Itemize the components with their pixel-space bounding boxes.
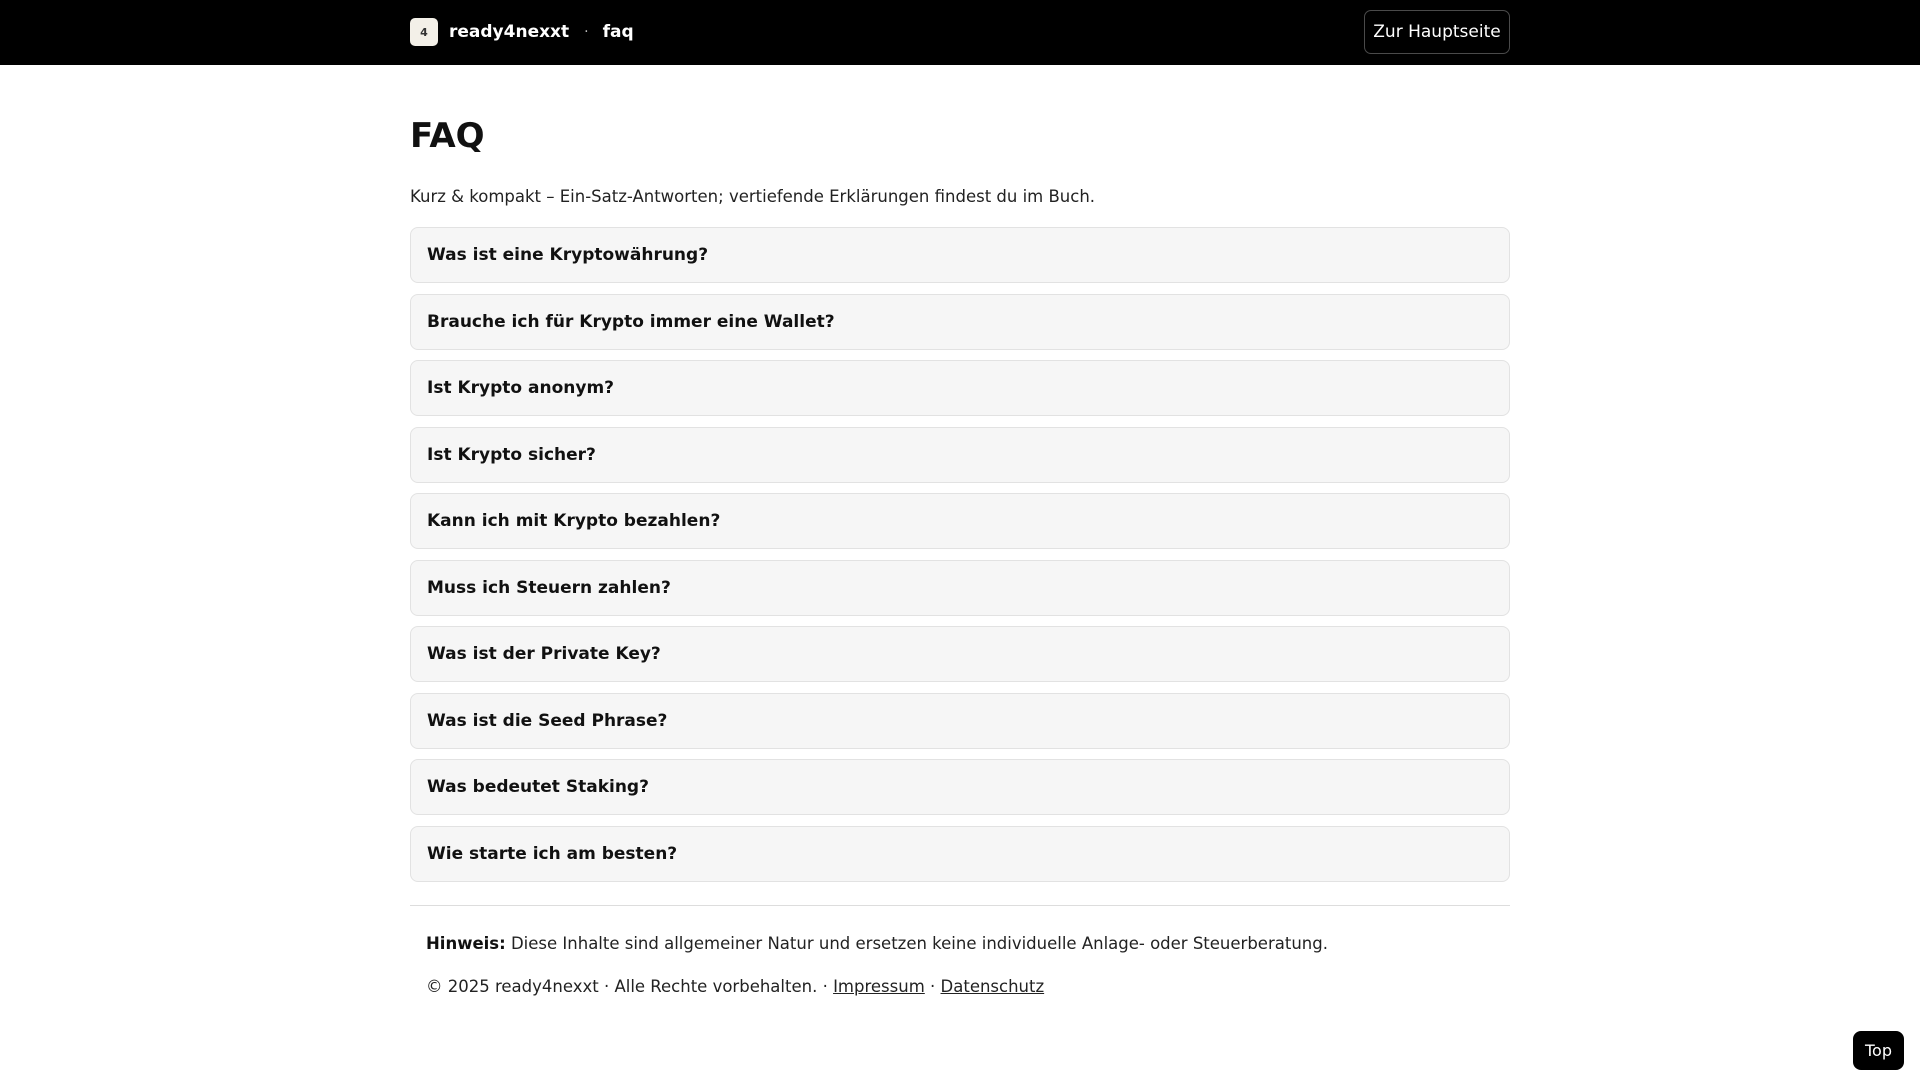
faq-question: Kann ich mit Krypto bezahlen? xyxy=(427,511,721,531)
breadcrumb-separator: · xyxy=(584,24,589,40)
disclaimer-note xyxy=(426,933,1328,955)
page-title: FAQ xyxy=(410,116,485,156)
faq-question: Ist Krypto anonym? xyxy=(427,378,615,398)
faq-item[interactable] xyxy=(410,227,1510,283)
faq-list xyxy=(410,227,1510,892)
faq-question: Was ist die Seed Phrase? xyxy=(427,710,668,731)
disclaimer-text: Diese Inhalte sind allgemeiner Natur und ersetzen keine individuelle Anlage- oder Steuerberatung. xyxy=(505,934,1328,953)
top-navigation-bar xyxy=(0,0,1920,65)
back-to-top-button[interactable]: Top xyxy=(1853,1031,1904,1070)
faq-item[interactable] xyxy=(410,493,1510,549)
faq-question: Wie starte ich am besten? xyxy=(427,843,678,864)
faq-item[interactable] xyxy=(410,560,1510,616)
faq-question: Muss ich Steuern zahlen? xyxy=(427,577,671,598)
brand-name[interactable]: ready4nexxt xyxy=(449,22,570,42)
faq-question: Was ist der Private Key? xyxy=(427,644,661,664)
faq-question: Was ist eine Kryptowährung? xyxy=(427,245,709,265)
copyright-text: © 2025 ready4nexxt · Alle Rechte vorbehalten. · xyxy=(426,977,834,996)
faq-item[interactable] xyxy=(410,360,1510,416)
impressum-link[interactable]: Impressum xyxy=(833,977,925,996)
disclaimer-label: Hinweis: xyxy=(426,934,506,953)
footer-divider xyxy=(410,905,1510,906)
faq-item[interactable] xyxy=(410,826,1510,882)
footer-link-separator: · xyxy=(924,977,941,996)
brand-logo[interactable]: 4 xyxy=(410,18,438,46)
copyright-line xyxy=(426,976,1044,998)
faq-item[interactable] xyxy=(410,294,1510,350)
faq-item[interactable] xyxy=(410,626,1510,682)
faq-item[interactable] xyxy=(410,759,1510,815)
breadcrumb-current: faq xyxy=(602,22,634,42)
brand[interactable] xyxy=(410,18,634,46)
datenschutz-link[interactable]: Datenschutz xyxy=(940,977,1045,996)
faq-question: Ist Krypto sicher? xyxy=(427,444,596,465)
faq-item[interactable] xyxy=(410,427,1510,483)
faq-question: Was bedeutet Staking? xyxy=(427,777,649,797)
home-button[interactable]: Zur Hauptseite xyxy=(1364,10,1510,54)
intro-text: Kurz & kompakt – Ein-Satz-Antworten; vertiefende Erklärungen findest du im Buch. xyxy=(410,187,1096,206)
faq-item[interactable] xyxy=(410,693,1510,749)
faq-question: Brauche ich für Krypto immer eine Wallet? xyxy=(427,311,835,332)
